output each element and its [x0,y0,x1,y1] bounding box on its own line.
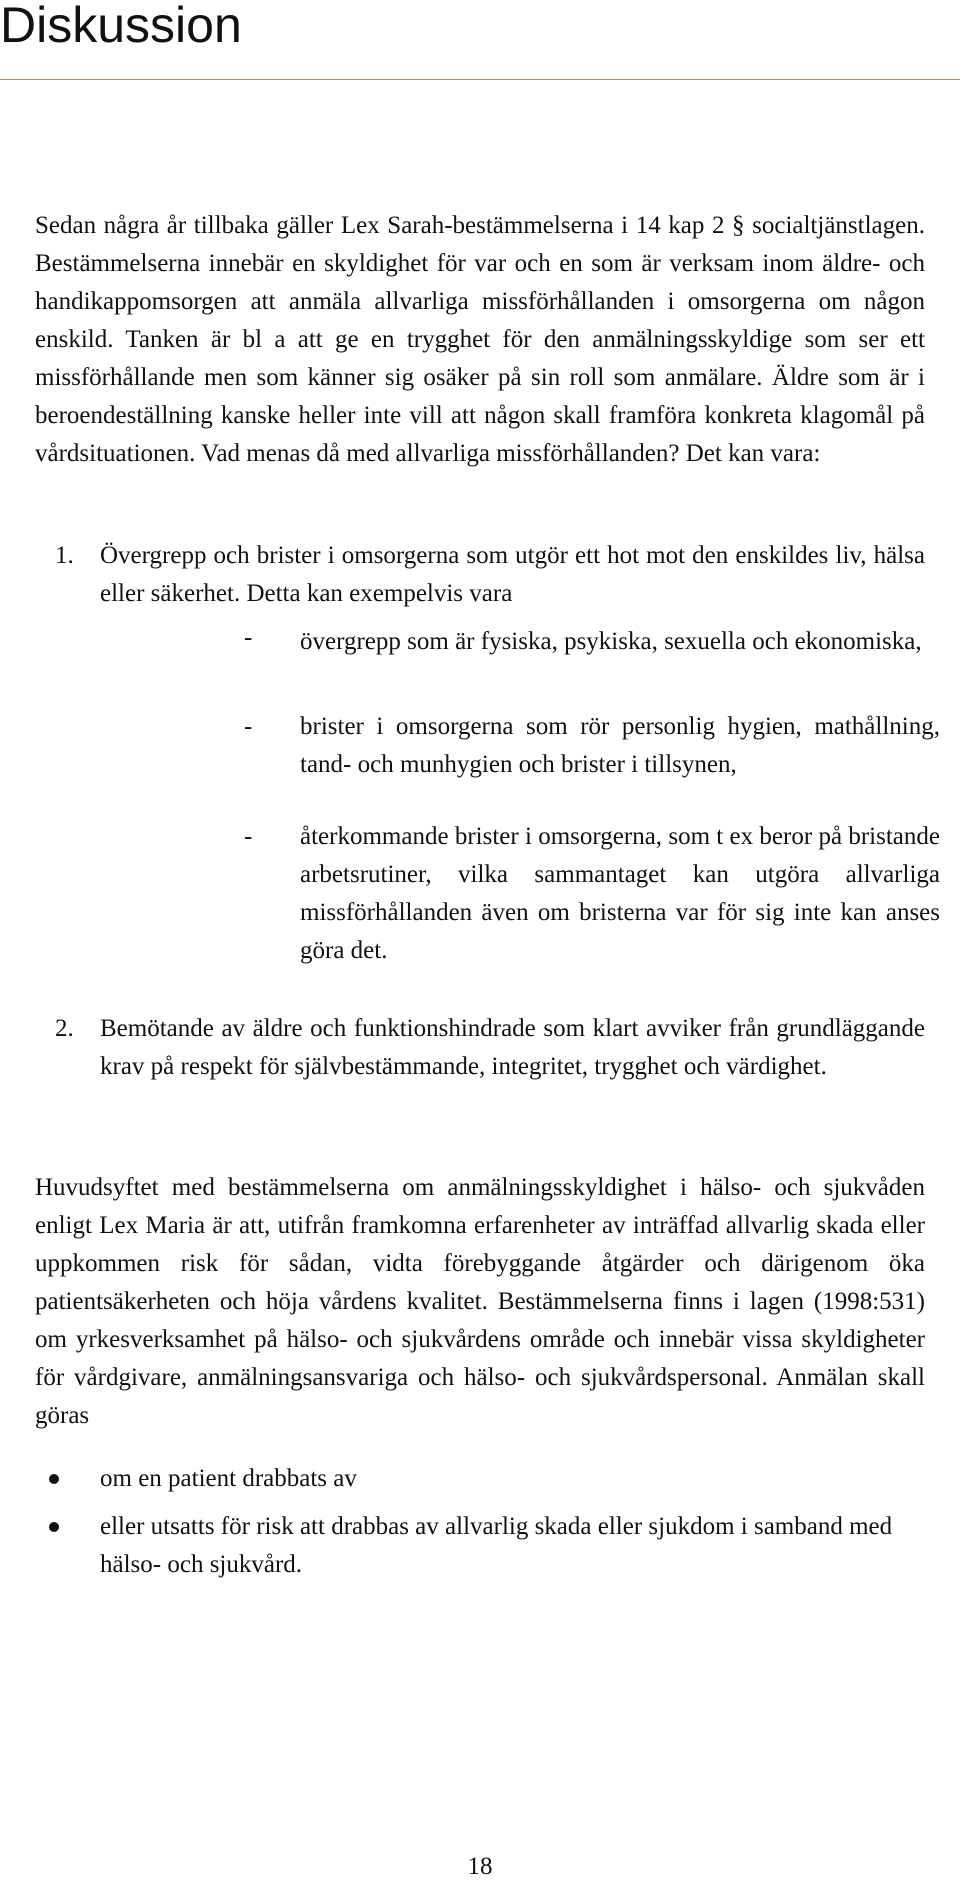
numbered-item-text: Övergrepp och brister i omsorgerna som utgör ett hot mot den enskildes liv, hälsa eller säkerhet. Detta kan exempelvis vara [100,542,925,607]
bullet-item-text: om en patient drabbats av [100,1465,357,1492]
example-item-3 [240,818,940,970]
intro-paragraph: Sedan några år tillbaka gäller Lex Sarah-bestämmelserna i 14 kap 2 § socialtjänstlagen. Bestämmelserna innebär en skyldighet för var och en som är verksam inom äldre- och handikappomsorgen att anmäla allvarliga missförhållanden i omsorgerna om någon enskild. Tanken är bl a att ge en trygghet för den anmälningsskyldige som ser ett missförhållande men som känner sig osäker på sin roll som anmälare. Äldre som är i beroendeställning kanske heller inte vill att någon skall framföra konkreta klagomål på vårdsituationen. Vad menas då med allvarliga missförhållanden? Det kan vara: [35,212,925,467]
bullet-item-2 [35,1508,925,1584]
list-number: 2. [55,1015,74,1042]
list-number: 1. [55,542,74,569]
bullet-item-1 [35,1460,925,1498]
numbered-item-1 [35,537,925,613]
dash-marker: - [244,823,253,850]
heading-divider [0,79,960,80]
example-item-2 [240,708,940,784]
example-item-text: brister i omsorgerna som rör personlig hygien, mathållning, tand- och munhygien och brister i tillsynen, [300,713,940,778]
example-item-1 [240,619,940,665]
bullet-icon [49,1522,59,1532]
numbered-item-text: Bemötande av äldre och funktionshindrade som klart avviker från grundläggande krav på respekt för självbestämmande, integritet, trygghet och värdighet. [100,1015,925,1080]
example-item-text: återkommande brister i omsorgerna, som t ex beror på bristande arbetsrutiner, vilka sammantaget kan utgöra allvarliga missförhållanden även om bristerna var för sig inte kan anses göra det. [300,823,940,964]
page-heading: Diskussion [0,0,242,53]
lex-maria-paragraph: Huvudsyftet med bestämmelserna om anmälningsskyldighet i hälso- och sjukvåden enligt Lex Maria är att, utifrån framkomna erfarenheter av inträffad allvarlig skada eller uppkommen risk för sådan, vidta förebyggande åtgärder och därigenom öka patientsäkerheten och höja vårdens kvalitet. Bestämmelserna finns i lagen (1998:531) om yrkesverksamhet på hälso- och sjukvårdens område och innebär vissa skyldigheter för vårdgivare, anmälningsansvariga och hälso- och sjukvårdspersonal. Anmälan skall göras [35,1174,925,1429]
page-number: 18 [467,1853,493,1880]
bullet-icon [49,1474,59,1484]
dash-marker: - [244,624,253,651]
numbered-item-2 [35,1010,925,1086]
bullet-item-text: eller utsatts för risk att drabbas av allvarlig skada eller sjukdom i samband med hälso- och sjukvård. [100,1513,893,1578]
example-item-text: övergrepp som är fysiska, psykiska, sexuella och ekonomiska, [300,628,922,655]
dash-marker: - [244,713,253,740]
